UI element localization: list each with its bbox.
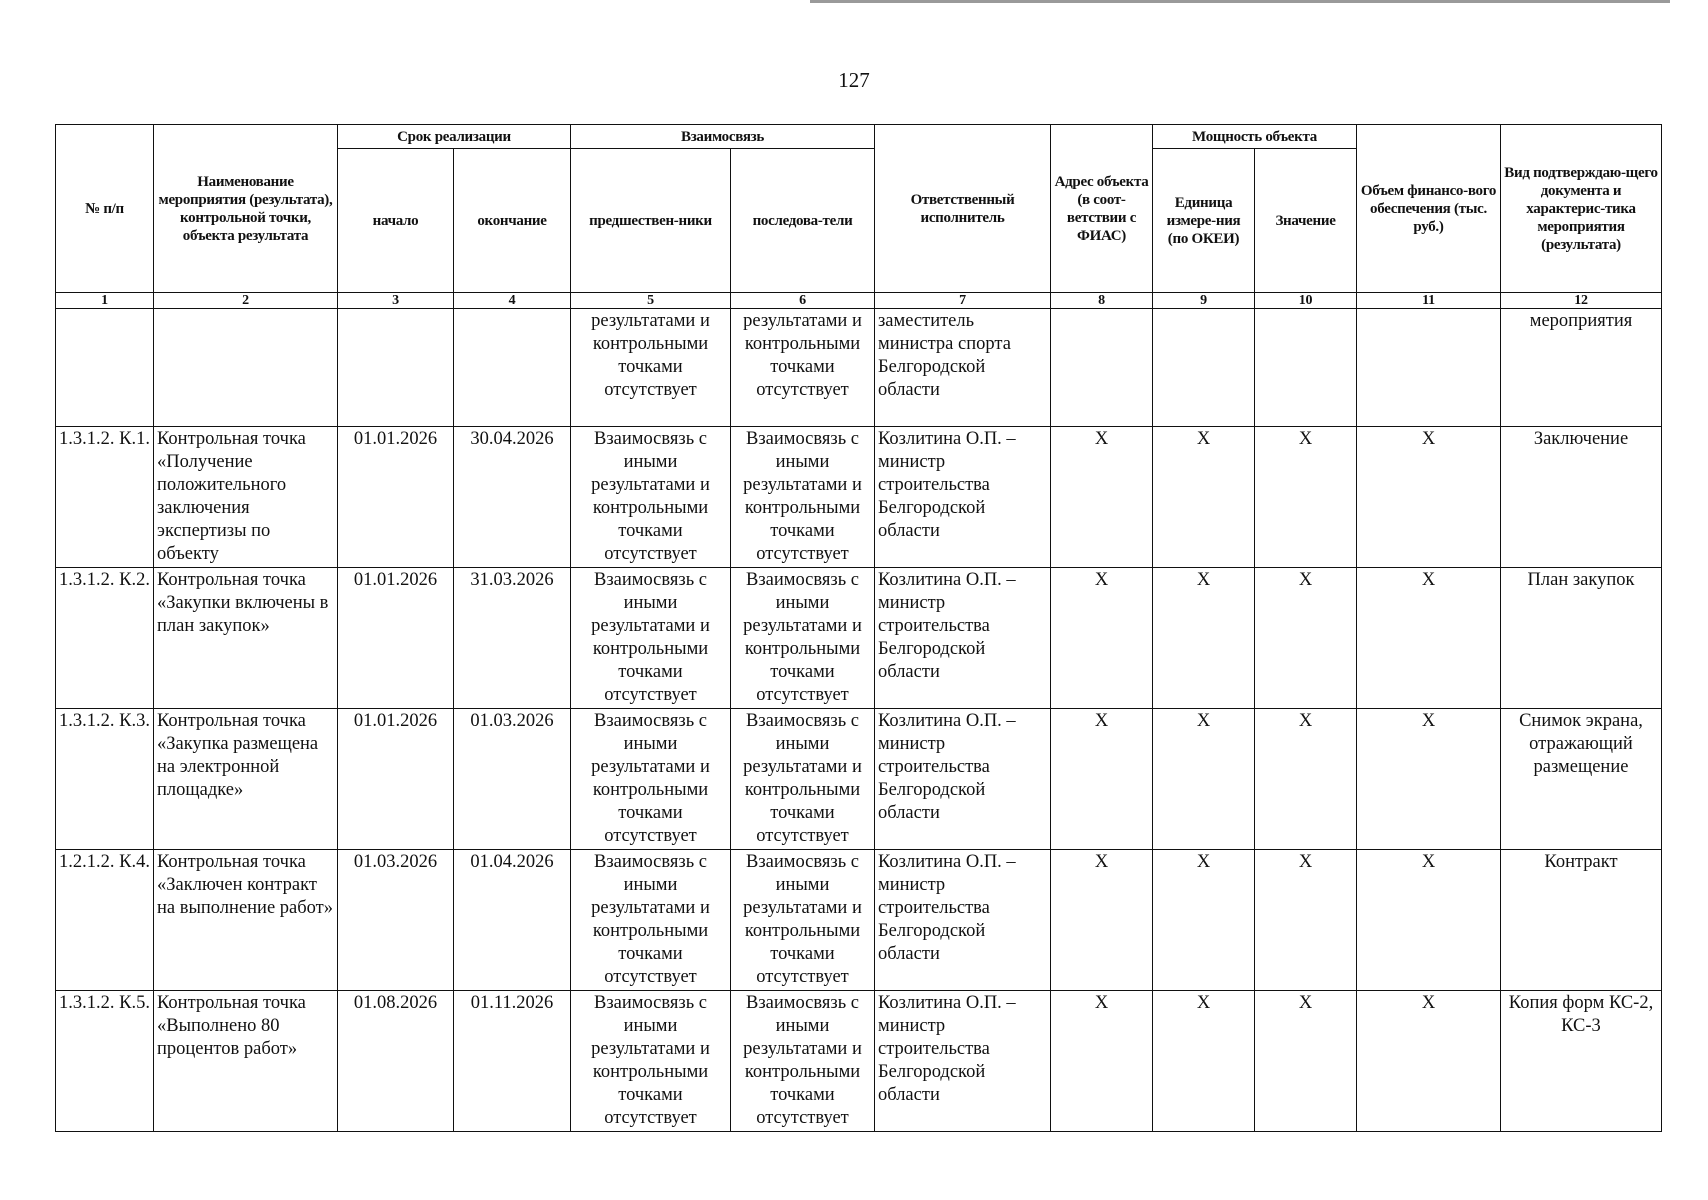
cell-start: 01.03.2026 — [338, 850, 454, 991]
table-row — [56, 991, 1662, 1132]
cell-responsible: Козлитина О.П. – министр строительства Белгородской области — [875, 427, 1051, 568]
cell-doc: Контракт — [1501, 850, 1662, 991]
cell-end: 01.03.2026 — [454, 709, 571, 850]
table-row — [56, 309, 1662, 427]
cell-succ: Взаимосвязь с иными результатами и контрольными точками отсутствует — [731, 427, 875, 568]
cell-responsible: Козлитина О.П. – министр строительства Белгородской области — [875, 991, 1051, 1132]
table-row — [56, 427, 1662, 568]
cell-unit: X — [1153, 427, 1255, 568]
header-num: № п/п — [56, 125, 154, 293]
cell-value: X — [1255, 427, 1357, 568]
cell-succ: Взаимосвязь с иными результатами и контрольными точками отсутствует — [731, 991, 875, 1132]
cell-pred: Взаимосвязь с иными результатами и контрольными точками отсутствует — [571, 991, 731, 1132]
table-row — [56, 568, 1662, 709]
header-finance: Объем финансо-вого обеспечения (тыс. руб.) — [1357, 125, 1501, 293]
header-term-end: окончание — [454, 149, 571, 293]
header-link-group: Взаимосвязь — [571, 125, 875, 149]
cell-pred: Взаимосвязь с иными результатами и контрольными точками отсутствует — [571, 568, 731, 709]
cell-responsible: Козлитина О.П. – министр строительства Белгородской области — [875, 850, 1051, 991]
table-row — [56, 709, 1662, 850]
header-capacity-group: Мощность объекта — [1153, 125, 1357, 149]
cell-num: 1.2.1.2. К.4. — [56, 850, 154, 991]
cell-pred: Взаимосвязь с иными результатами и контрольными точками отсутствует — [571, 427, 731, 568]
header-responsible: Ответственный исполнитель — [875, 125, 1051, 293]
column-number: 3 — [338, 293, 454, 309]
cell-unit: X — [1153, 568, 1255, 709]
cell-finance: X — [1357, 709, 1501, 850]
cell-finance — [1357, 309, 1501, 427]
cell-value: X — [1255, 991, 1357, 1132]
cell-responsible: Козлитина О.П. – министр строительства Белгородской области — [875, 709, 1051, 850]
cell-start: 01.01.2026 — [338, 427, 454, 568]
cell-unit: X — [1153, 709, 1255, 850]
cell-start: 01.08.2026 — [338, 991, 454, 1132]
column-number: 2 — [154, 293, 338, 309]
cell-unit: X — [1153, 850, 1255, 991]
cell-succ: результатами и контрольными точками отсутствует — [731, 309, 875, 427]
cell-succ: Взаимосвязь с иными результатами и контрольными точками отсутствует — [731, 850, 875, 991]
cell-num — [56, 309, 154, 427]
table-row — [56, 850, 1662, 991]
cell-address: X — [1051, 427, 1153, 568]
cell-finance: X — [1357, 991, 1501, 1132]
cell-doc: мероприятия — [1501, 309, 1662, 427]
cell-name: Контрольная точка «Выполнено 80 процентов работ» — [154, 991, 338, 1132]
column-number: 9 — [1153, 293, 1255, 309]
cell-finance: X — [1357, 850, 1501, 991]
cell-value: X — [1255, 850, 1357, 991]
scan-edge-line — [810, 0, 1670, 3]
header-capacity-unit: Единица измере-ния (по ОКЕИ) — [1153, 149, 1255, 293]
cell-pred: результатами и контрольными точками отсутствует — [571, 309, 731, 427]
cell-address: X — [1051, 568, 1153, 709]
cell-finance: X — [1357, 427, 1501, 568]
cell-value — [1255, 309, 1357, 427]
cell-end: 01.11.2026 — [454, 991, 571, 1132]
column-number: 1 — [56, 293, 154, 309]
cell-doc: План закупок — [1501, 568, 1662, 709]
cell-address: X — [1051, 991, 1153, 1132]
cell-address: X — [1051, 709, 1153, 850]
column-number: 6 — [731, 293, 875, 309]
cell-num: 1.3.1.2. К.3. — [56, 709, 154, 850]
cell-name: Контрольная точка «Получение положительного заключения экспертизы по объекту — [154, 427, 338, 568]
cell-address — [1051, 309, 1153, 427]
cell-value: X — [1255, 568, 1357, 709]
cell-unit: X — [1153, 991, 1255, 1132]
column-number: 4 — [454, 293, 571, 309]
cell-name — [154, 309, 338, 427]
column-number: 11 — [1357, 293, 1501, 309]
cell-end: 01.04.2026 — [454, 850, 571, 991]
cell-succ: Взаимосвязь с иными результатами и контрольными точками отсутствует — [731, 709, 875, 850]
cell-succ: Взаимосвязь с иными результатами и контрольными точками отсутствует — [731, 568, 875, 709]
cell-start — [338, 309, 454, 427]
cell-doc: Снимок экрана, отражающий размещение — [1501, 709, 1662, 850]
column-number: 5 — [571, 293, 731, 309]
header-doc-type: Вид подтверждаю-щего документа и характерис-тика мероприятия (результата) — [1501, 125, 1662, 293]
header-term-start: начало — [338, 149, 454, 293]
cell-responsible: Козлитина О.П. – министр строительства Белгородской области — [875, 568, 1051, 709]
cell-end: 30.04.2026 — [454, 427, 571, 568]
cell-value: X — [1255, 709, 1357, 850]
header-link-pred: предшествен-ники — [571, 149, 731, 293]
header-link-succ: последова-тели — [731, 149, 875, 293]
cell-doc: Копия форм КС-2, КС-3 — [1501, 991, 1662, 1132]
cell-pred: Взаимосвязь с иными результатами и контрольными точками отсутствует — [571, 709, 731, 850]
cell-end — [454, 309, 571, 427]
cell-num: 1.3.1.2. К.1. — [56, 427, 154, 568]
column-number: 12 — [1501, 293, 1662, 309]
plan-table — [55, 124, 1662, 1132]
column-number: 7 — [875, 293, 1051, 309]
cell-num: 1.3.1.2. К.2. — [56, 568, 154, 709]
cell-pred: Взаимосвязь с иными результатами и контрольными точками отсутствует — [571, 850, 731, 991]
cell-unit — [1153, 309, 1255, 427]
cell-name: Контрольная точка «Закупки включены в план закупок» — [154, 568, 338, 709]
header-name: Наименование мероприятия (результата), контрольной точки, объекта результата — [154, 125, 338, 293]
cell-address: X — [1051, 850, 1153, 991]
cell-end: 31.03.2026 — [454, 568, 571, 709]
page-number: 127 — [838, 68, 870, 92]
cell-responsible: заместитель министра спорта Белгородской области — [875, 309, 1051, 427]
column-number: 10 — [1255, 293, 1357, 309]
cell-start: 01.01.2026 — [338, 709, 454, 850]
cell-num: 1.3.1.2. К.5. — [56, 991, 154, 1132]
cell-doc: Заключение — [1501, 427, 1662, 568]
cell-finance: X — [1357, 568, 1501, 709]
cell-start: 01.01.2026 — [338, 568, 454, 709]
header-term-group: Срок реализации — [338, 125, 571, 149]
cell-name: Контрольная точка «Заключен контракт на выполнение работ» — [154, 850, 338, 991]
header-address: Адрес объекта (в соот-ветствии с ФИАС) — [1051, 125, 1153, 293]
cell-name: Контрольная точка «Закупка размещена на электронной площадке» — [154, 709, 338, 850]
header-capacity-value: Значение — [1255, 149, 1357, 293]
column-number: 8 — [1051, 293, 1153, 309]
